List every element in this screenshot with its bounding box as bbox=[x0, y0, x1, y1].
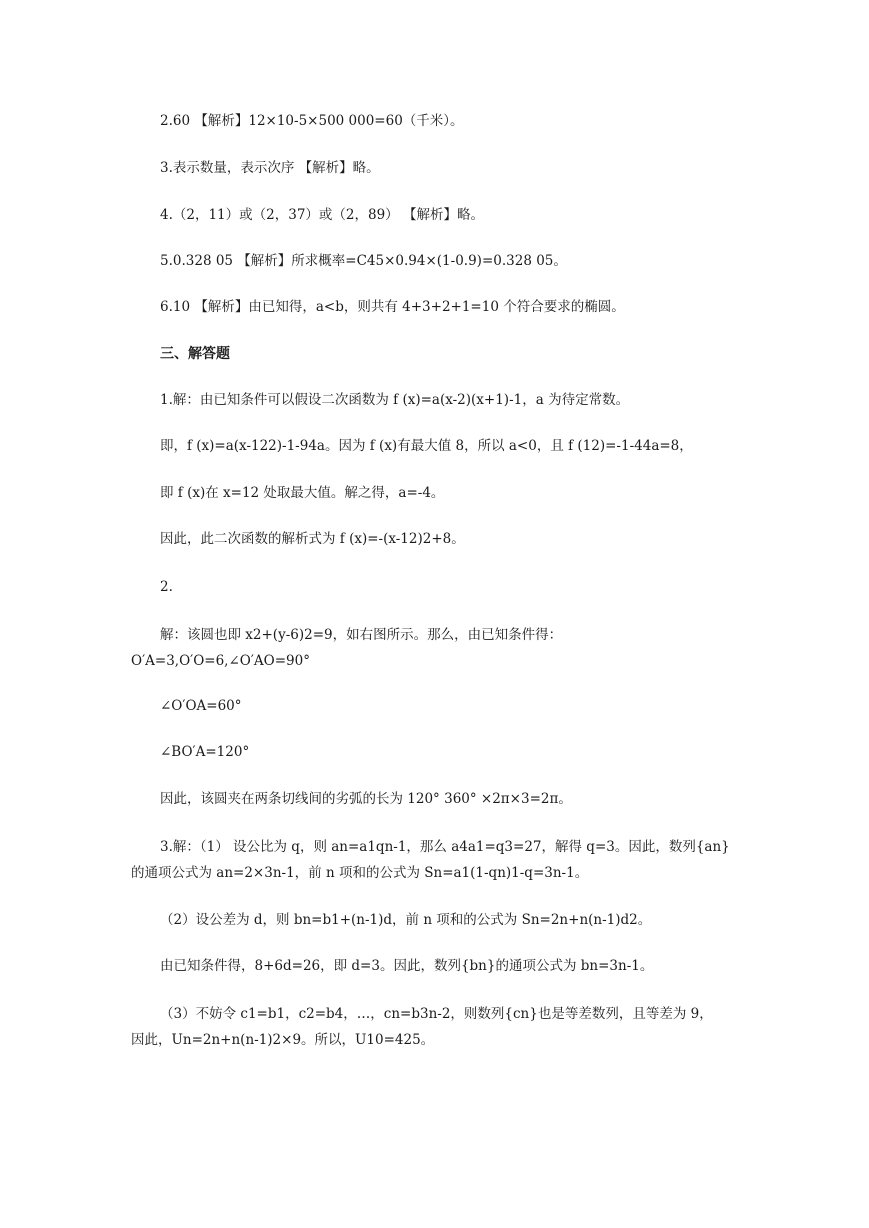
answer-5: 5.0.328 05 【解析】所求概率=C45×0.94×(1-0.9)=0.328 05。 bbox=[160, 253, 567, 269]
section-heading: 三、解答题 bbox=[160, 346, 230, 362]
solution-1-line-3: 即 f (x)在 x=12 处取最大值。解之得，a=-4。 bbox=[160, 485, 445, 501]
solution-3-line-2: 的通项公式为 an=2×3n-1，前 n 项和的公式为 Sn=a1(1-qn)1-q=3n-1。 bbox=[131, 865, 589, 881]
solution-3-line-6: 因此，Un=2n+n(n-1)2×9。所以，U10=425。 bbox=[131, 1032, 435, 1048]
solution-2-line-1: 解：该圆也即 x2+(y-6)2=9，如右图所示。那么，由已知条件得： bbox=[160, 627, 563, 643]
solution-2-line-3: ∠O′OA=60° bbox=[160, 698, 242, 714]
solution-2-line-4: ∠BO′A=120° bbox=[160, 744, 250, 760]
solution-1-line-2: 即，f (x)=a(x-122)-1-94a。因为 f (x)有最大值 8，所以 a<0，且 f (12)=-1-44a=8， bbox=[160, 438, 693, 454]
solution-3-line-3: （2）设公差为 d，则 bn=b1+(n-1)d，前 n 项和的公式为 Sn=2n+n(n-1)d2。 bbox=[160, 912, 652, 928]
answer-4: 4.（2，11）或（2，37）或（2，89） 【解析】略。 bbox=[160, 207, 484, 223]
solution-3-line-5: （3）不妨令 c1=b1，c2=b4，…，cn=b3n-2，则数列{cn}也是等差数列，且等差为 9， bbox=[160, 1006, 713, 1022]
solution-2-line-5: 因此，该圆夹在两条切线间的劣弧的长为 120° 360° ×2π×3=2π。 bbox=[160, 791, 572, 807]
answer-2: 2.60 【解析】12×10-5×500 000=60（千米）。 bbox=[160, 113, 464, 129]
answer-3: 3.表示数量，表示次序 【解析】略。 bbox=[160, 160, 380, 176]
solution-3-line-1: 3.解：（1） 设公比为 q，则 an=a1qn-1，那么 a4a1=q3=27，解得 q=3。因此，数列{an} bbox=[160, 839, 730, 855]
solution-3-line-4: 由已知条件得，8+6d=26，即 d=3。因此，数列{bn}的通项公式为 bn=3n-1。 bbox=[160, 958, 654, 974]
answer-6: 6.10 【解析】由已知得，a<b，则共有 4+3+2+1=10 个符合要求的椭圆。 bbox=[160, 299, 625, 315]
solution-1-line-4: 因此，此二次函数的解析式为 f (x)=-(x-12)2+8。 bbox=[160, 531, 465, 547]
solution-2-line-2: O′A=3,O′O=6,∠O′AO=90° bbox=[131, 653, 310, 669]
solution-1-line-1: 1.解：由已知条件可以假设二次函数为 f (x)=a(x-2)(x+1)-1，a 为待定常数。 bbox=[160, 392, 630, 408]
solution-2-number: 2. bbox=[160, 579, 173, 595]
